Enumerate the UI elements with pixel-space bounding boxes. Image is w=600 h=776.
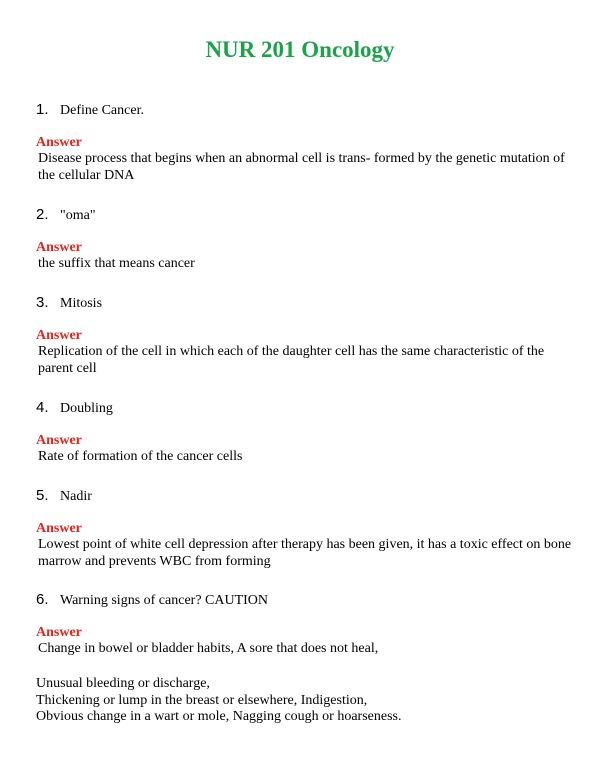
question-text: "oma" <box>60 208 96 223</box>
question-line <box>36 486 576 506</box>
question-number: 4. <box>36 399 49 416</box>
question-line <box>36 293 576 313</box>
question-text: Warning signs of cancer? CAUTION <box>60 593 269 608</box>
question-text: Nadir <box>60 489 92 504</box>
question-block-4 <box>36 398 576 466</box>
continuation-line: Thickening or lump in the breast or elsewhere, Indigestion, <box>36 692 368 708</box>
answer-label: Answer <box>36 625 82 640</box>
answer-text: Rate of formation of the cancer cells <box>38 449 243 464</box>
question-number: 2. <box>36 206 49 223</box>
document-title: NUR 201 Oncology <box>205 37 395 62</box>
continuation-line: Unusual bleeding or discharge, <box>36 676 210 691</box>
answer-label: Answer <box>36 135 82 150</box>
answer-text: Lowest point of white cell depression after therapy has been given, it has a toxic effect on bone marrow and prevents WBC from forming <box>38 537 572 569</box>
question-number: 6. <box>36 591 49 608</box>
answer-text: Change in bowel or bladder habits, A sore that does not heal, <box>38 641 379 656</box>
question-number: 1. <box>36 101 49 118</box>
question-line <box>36 398 576 418</box>
question-block-3 <box>36 293 576 377</box>
question-text: Define Cancer. <box>60 103 144 118</box>
continuation-line: Obvious change in a wart or mole, Nagging cough or hoarseness. <box>36 709 402 724</box>
answer-text: the suffix that means cancer <box>38 256 195 271</box>
question-block-1 <box>36 100 576 184</box>
question-line <box>36 205 576 225</box>
answer-label: Answer <box>36 328 82 343</box>
question-line <box>36 100 576 120</box>
question-block-5 <box>36 486 576 570</box>
question-text: Doubling <box>60 401 113 416</box>
question-line <box>36 590 576 610</box>
question-block-6 <box>36 590 576 658</box>
answer-label: Answer <box>36 240 82 255</box>
answer-label: Answer <box>36 433 82 448</box>
answer-label: Answer <box>36 521 82 536</box>
question-number: 3. <box>36 294 49 311</box>
question-number: 5. <box>36 487 49 504</box>
question-block-2 <box>36 205 576 273</box>
question-text: Mitosis <box>60 296 103 311</box>
answer-text: Replication of the cell in which each of the daughter cell has the same characteristic of the parent cell <box>38 344 545 376</box>
answer-text: Disease process that begins when an abnormal cell is trans- formed by the genetic mutation of the cellular DNA <box>38 151 565 183</box>
answer-continuation <box>36 676 576 726</box>
